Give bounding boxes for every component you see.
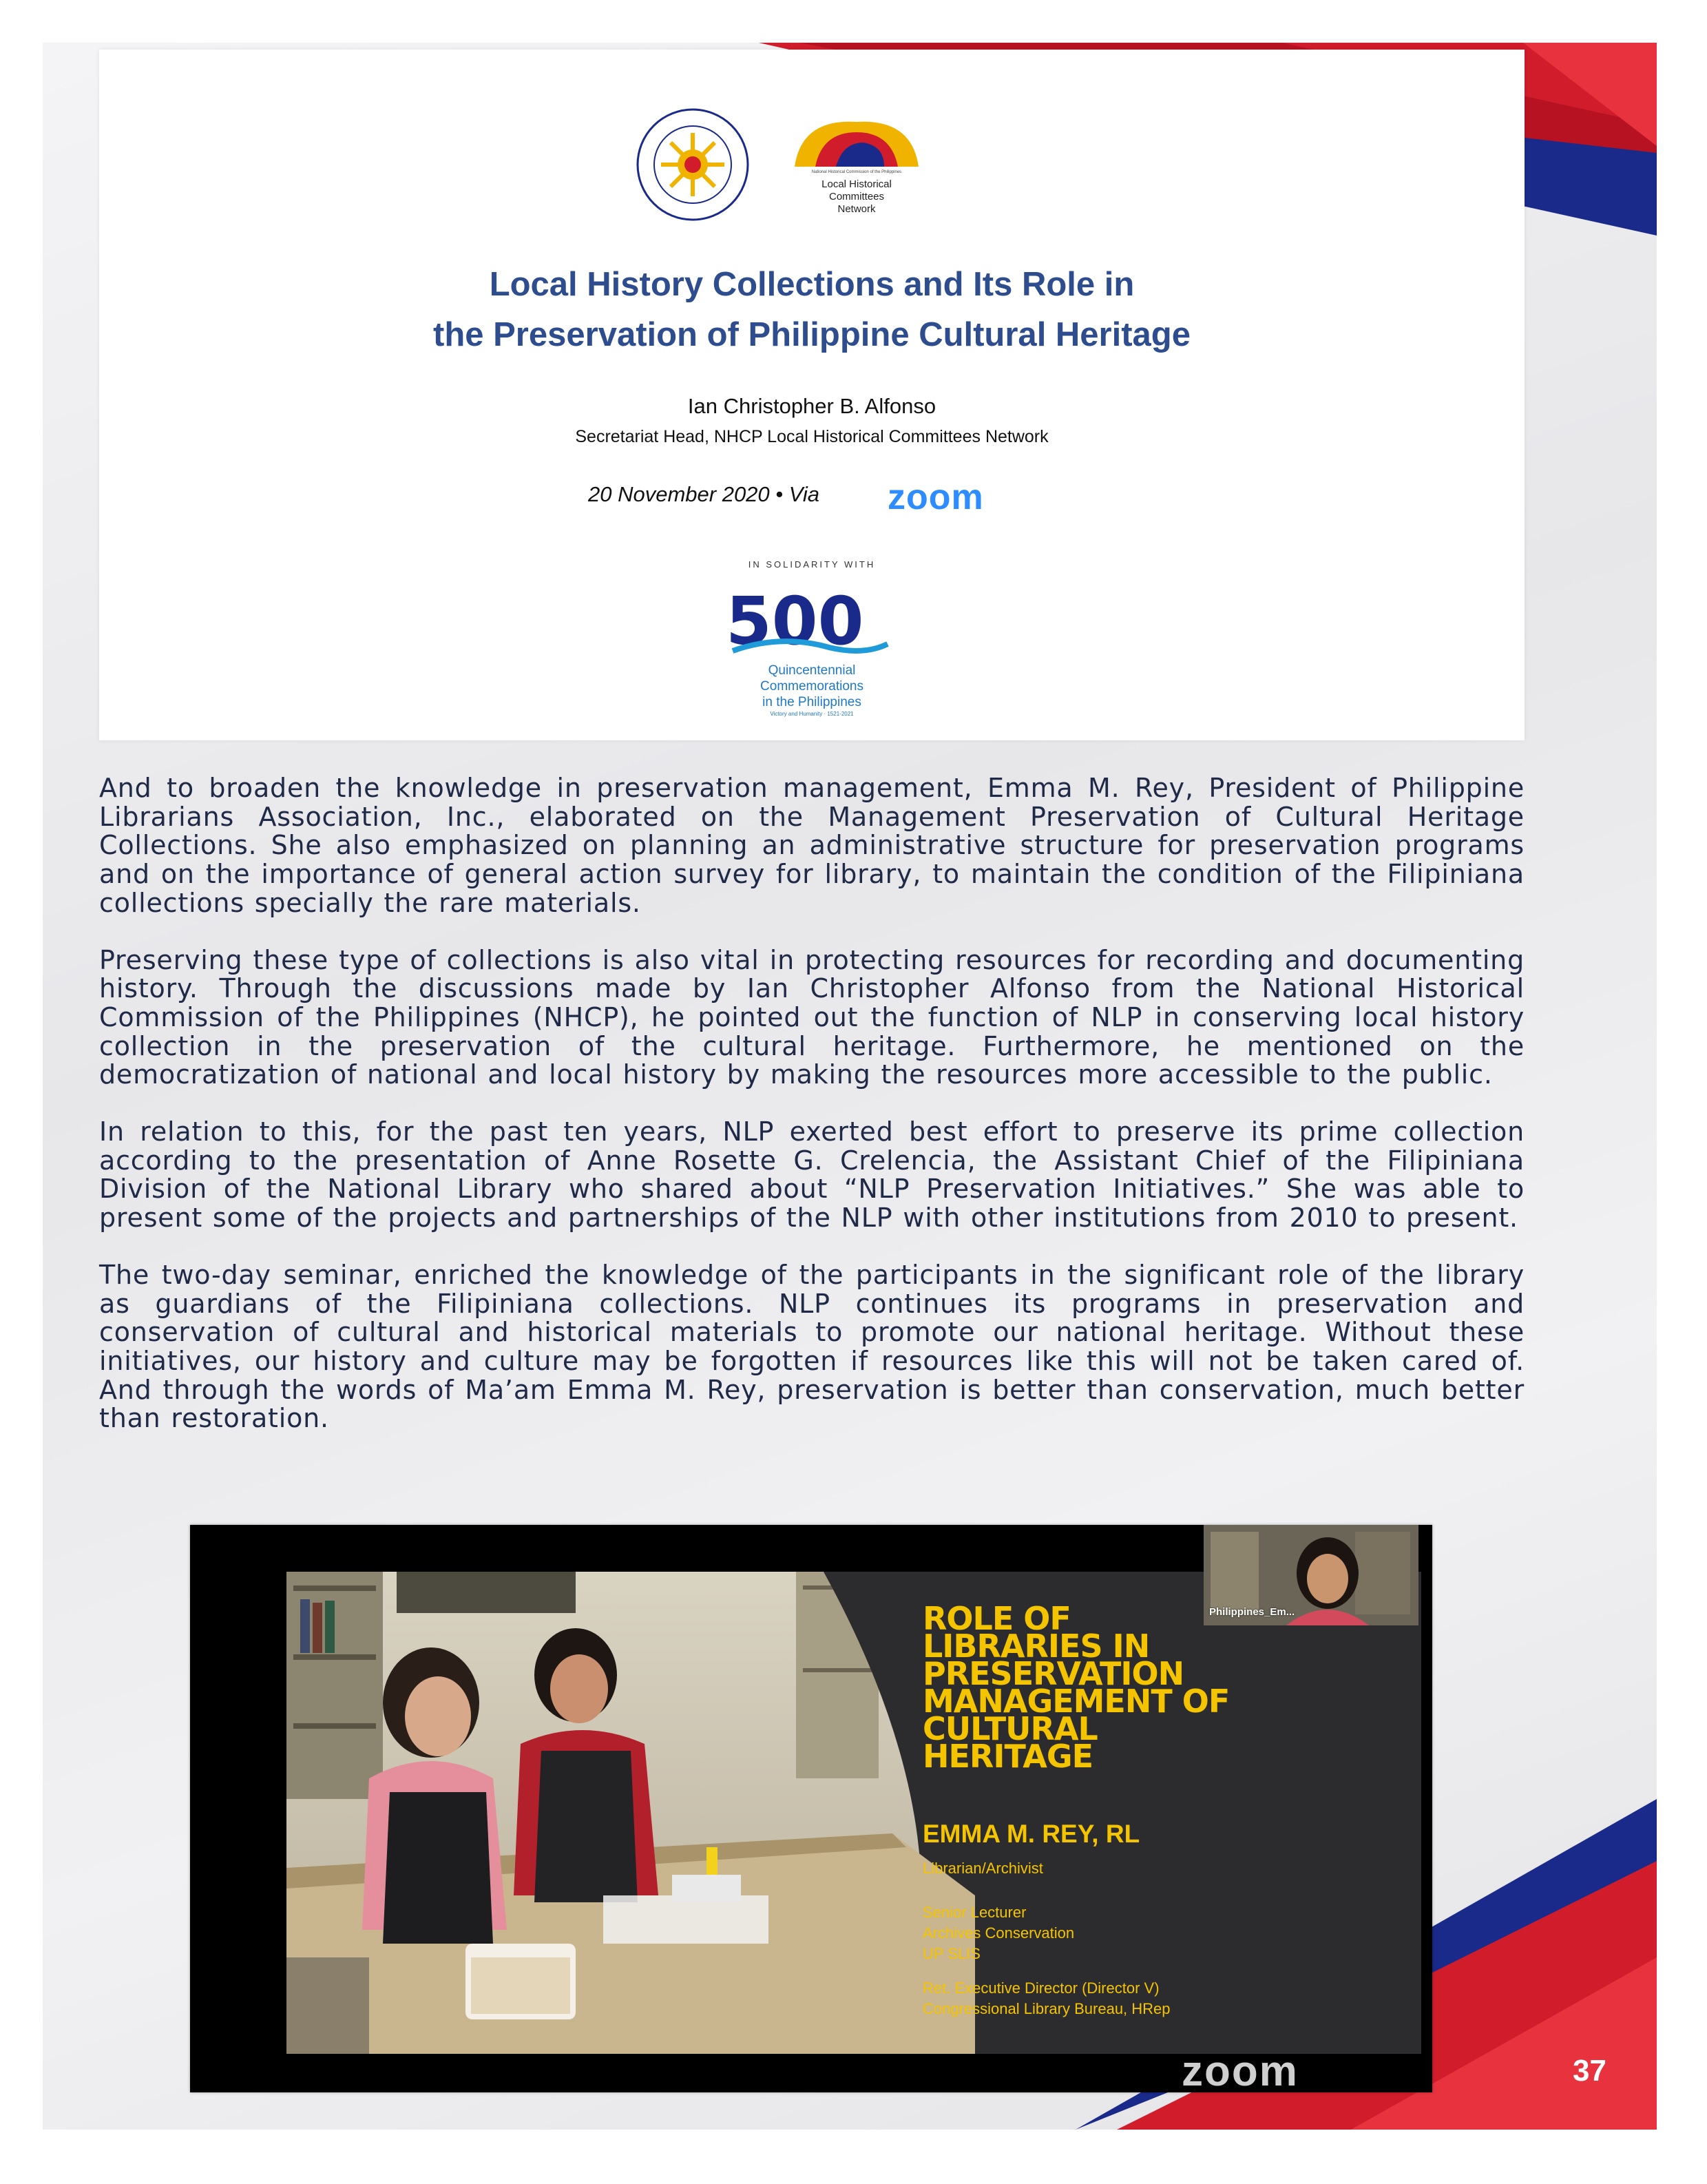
philippine-seal-logo [636, 108, 750, 222]
participant-video-thumbnail[interactable] [1204, 1525, 1418, 1625]
lhcn-tiny-text: National Historical Commission of the Philippines [811, 170, 902, 174]
speaker-role: Secretariat Head, NHCP Local Historical Committees Network [575, 427, 1049, 446]
paragraph: The two-day seminar, enriched the knowledge of the participants in the significant role of the library as guardians of the Filipiniana collections. NLP continues its programs in preservation and conservation of cultural and historical materials to promote our national heritage. Without these initiatives, our history and culture may be forgotten if resources like this will not be taken cared of. And through the words of Ma’am Emma M. Rey, preservation is better than conservation, much better than restoration. [99, 1259, 1525, 1434]
participant-name-label: Philippines_Em... [1209, 1606, 1295, 1618]
lhcn-label: Local Historical Committees Network [821, 178, 892, 215]
page-number: 37 [1573, 2054, 1606, 2088]
event-date [485, 477, 1132, 518]
presentation-slide [286, 1572, 1421, 2054]
zoom-screenshot [190, 1525, 1432, 2092]
date-text: 20 November 2020 • Via [588, 482, 819, 506]
q500-number: 500 [726, 583, 864, 660]
quincentennial-logo [726, 579, 891, 661]
presenter-role: Librarian/Archivist [923, 1860, 1043, 1877]
paragraph: And to broaden the knowledge in preservation management, Emma M. Rey, President of Philippine Librarians Association, Inc., elaborated on the Management Preservation of Cultural Heritage Collections. She also emphasized on planning an administrative structure for preservation programs and on the importance of general action survey for library, to maintain the condition of the Filipiniana collections specially the rare materials. [99, 773, 1525, 918]
slide-title: Local History Collections and Its Role in the Preservation of Philippine Cultural Heritage [433, 266, 1191, 353]
slide-heading: ROLE OF LIBRARIES IN PRESERVATION MANAGEMENT OF CULTURAL HERITAGE [923, 1600, 1230, 1775]
paragraph: Preserving these type of collections is also vital in protecting resources for recording and documenting history. Through the discussions made by Ian Christopher Alfonso from the National Historical Commission of the Philippines (NHCP), he pointed out the function of NLP in conserving local history collection in the preservation of the cultural heritage. Furthermore, he mentioned on the democratization of national and local history by making the resources more accessible to the public. [99, 944, 1525, 1090]
logo-row [99, 108, 1525, 232]
article-body [99, 774, 1525, 1462]
lhcn-logo [788, 115, 925, 232]
lhcn-emblem-icon [788, 115, 925, 170]
solidarity-label: IN SOLIDARITY WITH [748, 559, 876, 570]
presenter-previous-position: Ret. Executive Director (Director V) Congressional Library Bureau, HRep [923, 1979, 1171, 2017]
zoom-logo: zoom [888, 477, 984, 517]
magazine-page [43, 43, 1657, 2130]
conservation-photo [286, 1572, 975, 2054]
zoom-watermark: zoom [1182, 2048, 1299, 2092]
quincentennial-tagline: Victory and Humanity · 1521-2021 [770, 711, 854, 717]
speaker-name: Ian Christopher B. Alfonso [687, 394, 936, 418]
quincentennial-text: Quincentennial Commemorations in the Philippines [760, 663, 863, 709]
title-slide [99, 50, 1525, 740]
presenter-name: EMMA M. REY, RL [923, 1820, 1140, 1848]
paragraph: In relation to this, for the past ten years, NLP exerted best effort to preserve its prime collection according to the presentation of Anne Rosette G. Crelencia, the Assistant Chief of the Filipiniana Division of the National Library who shared about “NLP Preservation Initiatives.” She was able to present some of the projects and partnerships of the NLP with other institutions from 2010 to present. [99, 1116, 1525, 1234]
presenter-position: Senior Lecturer Archives Conservation UP SLIS [923, 1904, 1075, 1962]
